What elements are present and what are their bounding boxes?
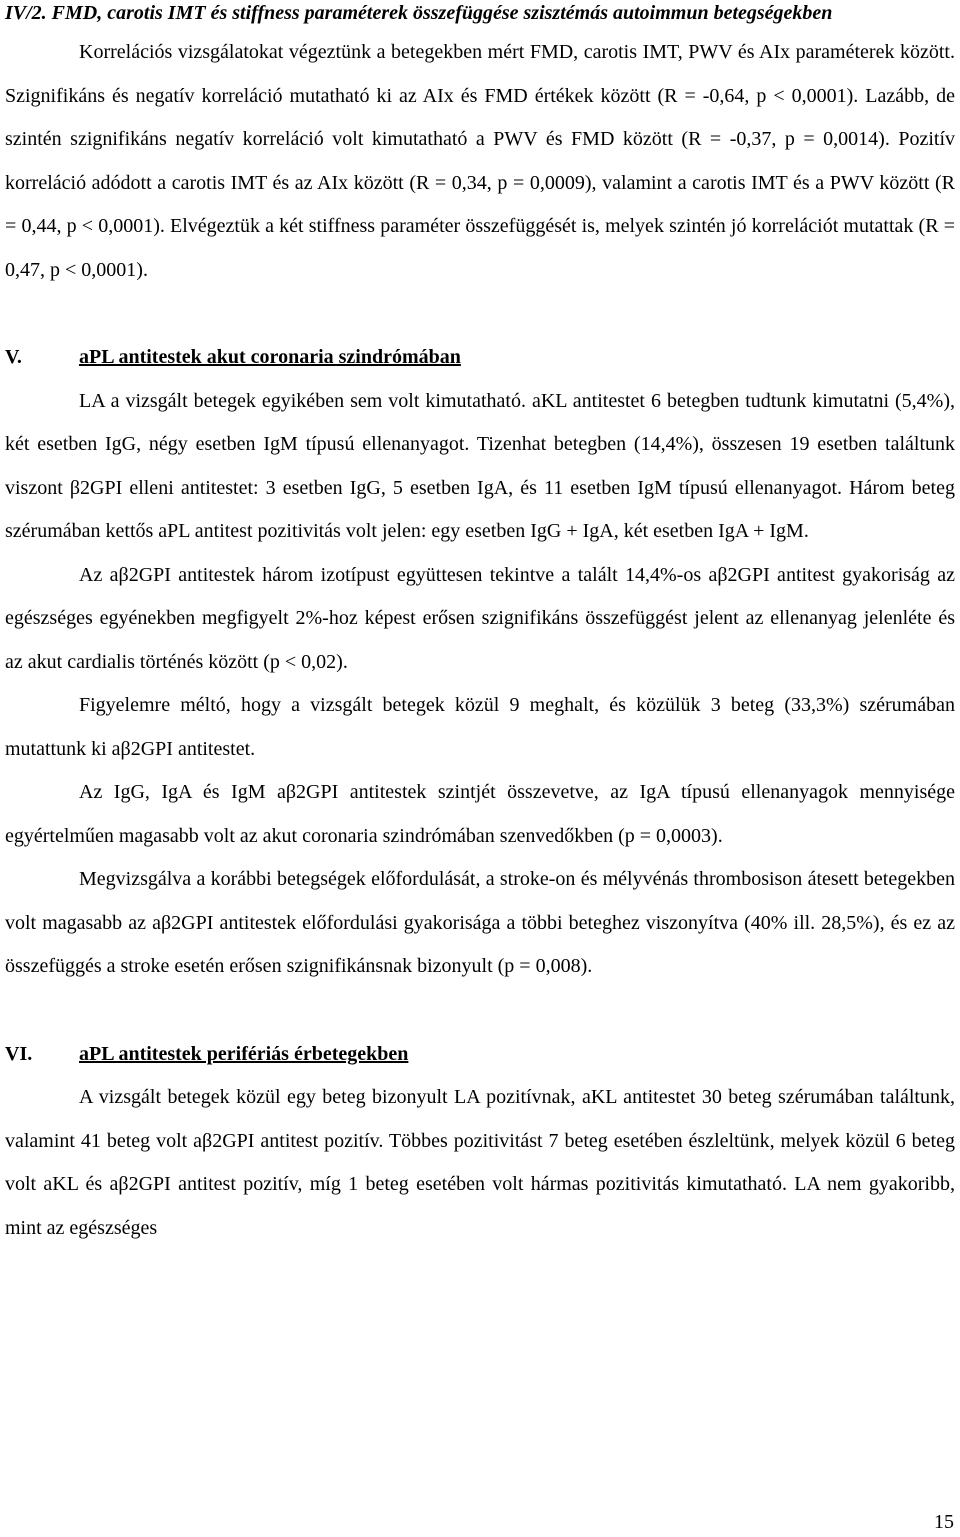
section-iv2-paragraph-1: Korrelációs vizsgálatokat végeztünk a betegekben mért FMD, carotis IMT, PWV és AIx paraméterek között. Szignifikáns és negatív korreláció mutatható ki az AIx és FMD értékek között (R = -0,64, p < 0,0001). Lazább, de szintén szignifikáns negatív korreláció volt kimutatható a PWV és FMD között (R = -0,37, p = 0,0014). Pozitív korreláció adódott a carotis IMT és az AIx között (R = 0,34, p = 0,0009), valamint a carotis IMT és a PWV között (R = 0,44, p < 0,0001). Elvégeztük a két stiffness paraméter összefüggését is, melyek szintén jó korrelációt mutattak (R = 0,47, p < 0,0001). (5, 41, 955, 281)
section-v-number: V. (5, 346, 22, 368)
section-v-paragraph-2: Az aβ2GPI antitestek három izotípust együttesen tekintve a talált 14,4%-os aβ2GPI antitest gyakoriság az egészséges egyénekben megfigyelt 2%-hoz képest erősen szignifikáns összefüggést jelent az ellenanyag jelenléte és az akut cardialis történés között (p < 0,02). (5, 563, 955, 673)
section-v-paragraph-4: Az IgG, IgA és IgM aβ2GPI antitestek szintjét összevetve, az IgA típusú ellenanyagok mennyisége egyértelműen magasabb volt az akut coronaria szindrómában szenvedőkben (p = 0,0003). (5, 781, 955, 847)
section-vi-heading (5, 1033, 955, 1077)
spacer (5, 292, 955, 336)
section-v-heading (5, 336, 955, 380)
section-v-title: aPL antitestek akut coronaria szindrómában (79, 346, 461, 368)
section-iv2-heading: IV/2. FMD, carotis IMT és stiffness paraméterek összefüggése szisztémás autoimmun betegségekben (5, 2, 833, 24)
section-vi-paragraph-1: A vizsgált betegek közül egy beteg bizonyult LA pozitívnak, aKL antitestet 30 beteg szérumában találtunk, valamint 41 beteg volt aβ2GPI antitest pozitív. Többes pozitivitást 7 beteg esetében észleltünk, melyek közül 6 beteg volt aKL és aβ2GPI antitest pozitív, míg 1 beteg esetében volt hármas pozitivitás kimutatható. LA nem gyakoribb, mint az egészséges (5, 1086, 955, 1239)
section-vi-title: aPL antitestek perifériás érbetegekben (79, 1042, 409, 1065)
section-v-paragraph-3: Figyelemre méltó, hogy a vizsgált betegek közül 9 meghalt, és közülük 3 beteg (33,3%) szérumában mutattunk ki aβ2GPI antitestet. (5, 694, 955, 760)
page-number: 15 (934, 1511, 954, 1533)
section-vi-number: VI. (5, 1042, 33, 1065)
section-v-paragraph-5: Megvizsgálva a korábbi betegségek előfordulását, a stroke-on és mélyvénás thrombosison átesett betegekben volt magasabb az aβ2GPI antitestek előfordulási gyakorisága a többi beteghez viszonyítva (40% ill. 28,5%), és ez az összefüggés a stroke esetén erősen szignifikánsnak bizonyult (p = 0,008). (5, 868, 955, 977)
section-v-paragraph-1: LA a vizsgált betegek egyikében sem volt kimutatható. aKL antitestet 6 betegben tudtunk kimutatni (5,4%), két esetben IgG, négy esetben IgM típusú ellenanyagot. Tizenhat betegben (14,4%), összesen 19 esetben találtunk viszont β2GPI elleni antitestet: 3 esetben IgG, 5 esetben IgA, és 11 esetben IgM típusú ellenanyagot. Három beteg szérumában kettős aPL antitest pozitivitás volt jelen: egy esetben IgG + IgA, két esetben IgA + IgM. (5, 389, 955, 542)
spacer (5, 989, 955, 1033)
document-page (5, 0, 955, 1250)
